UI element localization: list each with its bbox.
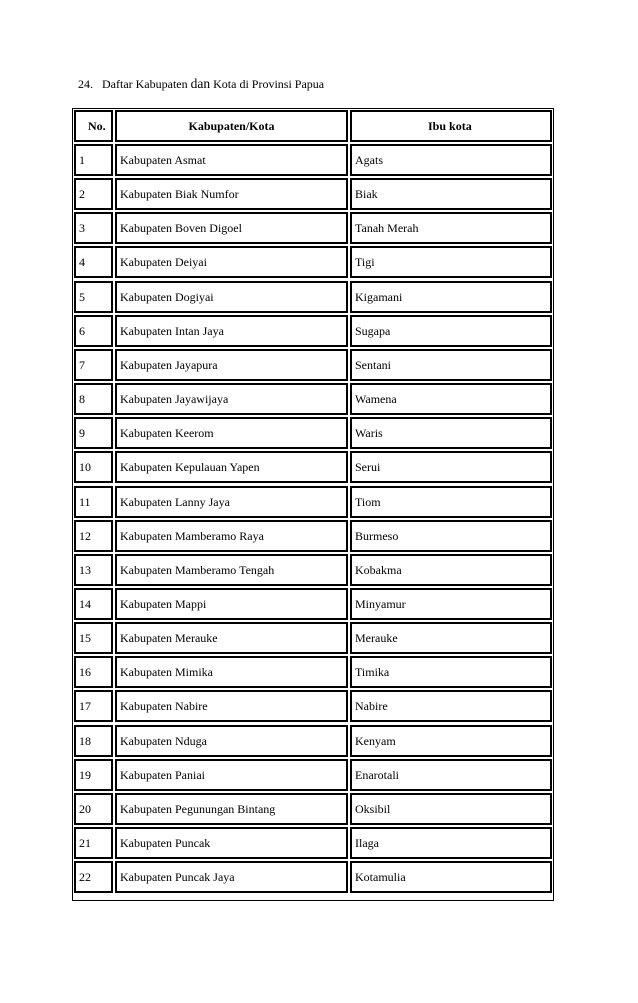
table-row (74, 690, 552, 722)
cell-no: 22 (74, 861, 113, 893)
cell-kabupaten-kota: Kabupaten Jayapura (115, 349, 348, 381)
cell-ibu-kota: Serui (350, 451, 552, 483)
cell-kabupaten-kota: Kabupaten Paniai (115, 759, 348, 791)
table-row (74, 656, 552, 688)
column-header-kabupaten-kota: Kabupaten/Kota (115, 110, 348, 142)
cell-no: 19 (74, 759, 113, 791)
cell-kabupaten-kota: Kabupaten Kepulauan Yapen (115, 451, 348, 483)
table-row (74, 520, 552, 552)
cell-kabupaten-kota: Kabupaten Pegunungan Bintang (115, 793, 348, 825)
table-row (74, 246, 552, 278)
cell-kabupaten-kota: Kabupaten Mamberamo Tengah (115, 554, 348, 586)
table-row (74, 383, 552, 415)
table-row (74, 588, 552, 620)
cell-kabupaten-kota: Kabupaten Jayawijaya (115, 383, 348, 415)
table-row (74, 178, 552, 210)
cell-ibu-kota: Minyamur (350, 588, 552, 620)
cell-no: 12 (74, 520, 113, 552)
document-heading (78, 76, 324, 92)
cell-kabupaten-kota: Kabupaten Mimika (115, 656, 348, 688)
heading-text-part2: dan (190, 76, 211, 91)
cell-kabupaten-kota: Kabupaten Biak Numfor (115, 178, 348, 210)
cell-no: 16 (74, 656, 113, 688)
column-header-no: No. (74, 110, 113, 142)
cell-no: 1 (74, 144, 113, 176)
cell-no: 4 (74, 246, 113, 278)
heading-text-part1: Daftar Kabupaten (102, 77, 188, 91)
cell-ibu-kota: Biak (350, 178, 552, 210)
cell-no: 10 (74, 451, 113, 483)
cell-kabupaten-kota: Kabupaten Dogiyai (115, 281, 348, 313)
cell-no: 9 (74, 417, 113, 449)
cell-ibu-kota: Enarotali (350, 759, 552, 791)
column-header-ibu-kota: Ibu kota (350, 110, 552, 142)
cell-kabupaten-kota: Kabupaten Puncak Jaya (115, 861, 348, 893)
cell-kabupaten-kota: Kabupaten Mamberamo Raya (115, 520, 348, 552)
cell-no: 6 (74, 315, 113, 347)
cell-ibu-kota: Kobakma (350, 554, 552, 586)
table-row (74, 861, 552, 893)
cell-kabupaten-kota: Kabupaten Puncak (115, 827, 348, 859)
cell-no: 20 (74, 793, 113, 825)
cell-ibu-kota: Wamena (350, 383, 552, 415)
table-row (74, 281, 552, 313)
table-row (74, 349, 552, 381)
table-row (74, 417, 552, 449)
cell-no: 2 (74, 178, 113, 210)
cell-kabupaten-kota: Kabupaten Merauke (115, 622, 348, 654)
cell-ibu-kota: Burmeso (350, 520, 552, 552)
table-row (74, 554, 552, 586)
cell-ibu-kota: Timika (350, 656, 552, 688)
table-row (74, 451, 552, 483)
table-row (74, 827, 552, 859)
cell-kabupaten-kota: Kabupaten Lanny Jaya (115, 486, 348, 518)
table-row (74, 725, 552, 757)
cell-kabupaten-kota: Kabupaten Mappi (115, 588, 348, 620)
cell-no: 21 (74, 827, 113, 859)
table-row (74, 486, 552, 518)
cell-ibu-kota: Tigi (350, 246, 552, 278)
cell-kabupaten-kota: Kabupaten Keerom (115, 417, 348, 449)
cell-no: 18 (74, 725, 113, 757)
cell-kabupaten-kota: Kabupaten Intan Jaya (115, 315, 348, 347)
cell-ibu-kota: Tanah Merah (350, 212, 552, 244)
table-row (74, 315, 552, 347)
cell-ibu-kota: Nabire (350, 690, 552, 722)
cell-kabupaten-kota: Kabupaten Asmat (115, 144, 348, 176)
cell-ibu-kota: Kotamulia (350, 861, 552, 893)
cell-no: 17 (74, 690, 113, 722)
table-row (74, 759, 552, 791)
cell-no: 11 (74, 486, 113, 518)
heading-number: 24. (78, 77, 93, 91)
cell-ibu-kota: Kenyam (350, 725, 552, 757)
cell-ibu-kota: Waris (350, 417, 552, 449)
table-header-row (74, 110, 552, 142)
kabupaten-table (72, 108, 554, 901)
cell-ibu-kota: Sugapa (350, 315, 552, 347)
cell-no: 15 (74, 622, 113, 654)
cell-no: 3 (74, 212, 113, 244)
cell-ibu-kota: Oksibil (350, 793, 552, 825)
table-row (74, 622, 552, 654)
cell-no: 7 (74, 349, 113, 381)
table-row (74, 212, 552, 244)
cell-kabupaten-kota: Kabupaten Deiyai (115, 246, 348, 278)
cell-no: 14 (74, 588, 113, 620)
table-row (74, 144, 552, 176)
cell-ibu-kota: Agats (350, 144, 552, 176)
cell-ibu-kota: Sentani (350, 349, 552, 381)
cell-kabupaten-kota: Kabupaten Boven Digoel (115, 212, 348, 244)
cell-kabupaten-kota: Kabupaten Nduga (115, 725, 348, 757)
cell-no: 5 (74, 281, 113, 313)
cell-ibu-kota: Kigamani (350, 281, 552, 313)
table-row (74, 793, 552, 825)
heading-text-part3: Kota di Provinsi Papua (213, 77, 325, 91)
cell-ibu-kota: Merauke (350, 622, 552, 654)
cell-ibu-kota: Tiom (350, 486, 552, 518)
cell-no: 8 (74, 383, 113, 415)
cell-ibu-kota: Ilaga (350, 827, 552, 859)
cell-kabupaten-kota: Kabupaten Nabire (115, 690, 348, 722)
cell-no: 13 (74, 554, 113, 586)
